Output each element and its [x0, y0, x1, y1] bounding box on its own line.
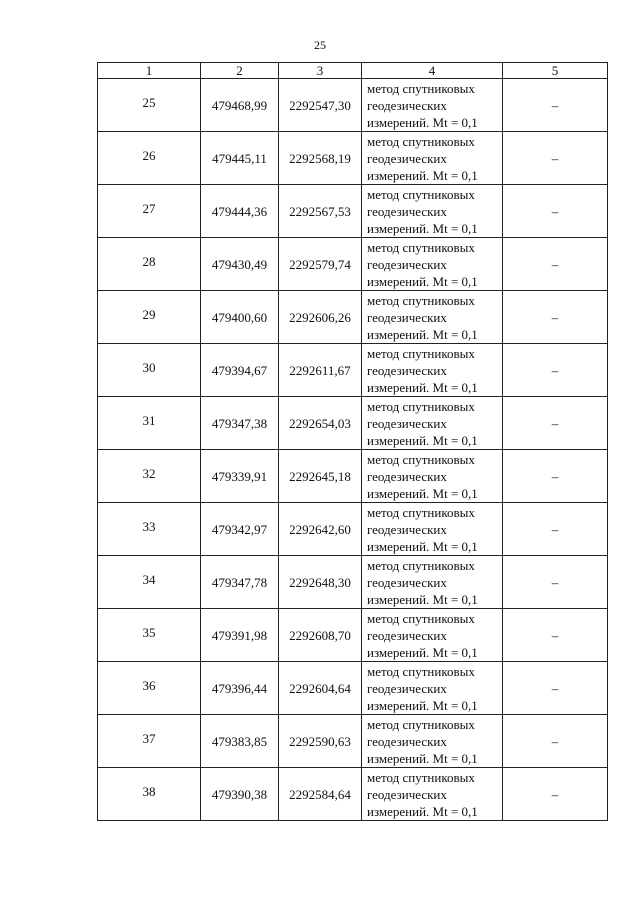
method-cell — [362, 768, 503, 821]
table-row — [98, 503, 608, 556]
method-cell — [362, 185, 503, 238]
point-number-cell: 28 — [98, 238, 201, 291]
y-coordinate-cell: 2292642,60 — [279, 503, 362, 556]
x-coordinate-cell: 479430,49 — [201, 238, 279, 291]
method-cell — [362, 238, 503, 291]
x-coordinate-cell: 479347,38 — [201, 397, 279, 450]
point-number-cell: 25 — [98, 79, 201, 132]
table-row — [98, 662, 608, 715]
y-coordinate-cell: 2292584,64 — [279, 768, 362, 821]
method-line: измерений. Mt = 0,1 — [367, 326, 478, 342]
method-line: метод спутниковых — [367, 769, 475, 785]
point-number-cell: 33 — [98, 503, 201, 556]
y-coordinate-cell: 2292645,18 — [279, 450, 362, 503]
method-cell — [362, 397, 503, 450]
column-header: 4 — [362, 63, 503, 79]
note-cell: – — [503, 79, 608, 132]
method-cell — [362, 556, 503, 609]
method-cell — [362, 79, 503, 132]
x-coordinate-cell: 479390,38 — [201, 768, 279, 821]
note-cell: – — [503, 503, 608, 556]
y-coordinate-cell: 2292567,53 — [279, 185, 362, 238]
x-coordinate-cell: 479396,44 — [201, 662, 279, 715]
table-row — [98, 132, 608, 185]
table-row — [98, 715, 608, 768]
method-line: метод спутниковых — [367, 610, 475, 626]
method-line: метод спутниковых — [367, 663, 475, 679]
y-coordinate-cell: 2292606,26 — [279, 291, 362, 344]
method-line: измерений. Mt = 0,1 — [367, 538, 478, 554]
note-cell: – — [503, 768, 608, 821]
table-row — [98, 768, 608, 821]
y-coordinate-cell: 2292590,63 — [279, 715, 362, 768]
note-cell: – — [503, 450, 608, 503]
table-row — [98, 291, 608, 344]
method-line: измерений. Mt = 0,1 — [367, 379, 478, 395]
point-number-cell: 27 — [98, 185, 201, 238]
table-row — [98, 185, 608, 238]
method-line: геодезических — [367, 468, 447, 484]
point-number-cell: 31 — [98, 397, 201, 450]
method-line: геодезических — [367, 97, 447, 113]
method-line: геодезических — [367, 415, 447, 431]
method-line: метод спутниковых — [367, 239, 475, 255]
y-coordinate-cell: 2292568,19 — [279, 132, 362, 185]
coordinates-table — [97, 62, 608, 821]
method-cell — [362, 715, 503, 768]
method-line: измерений. Mt = 0,1 — [367, 697, 478, 713]
method-line: метод спутниковых — [367, 716, 475, 732]
method-line: измерений. Mt = 0,1 — [367, 591, 478, 607]
y-coordinate-cell: 2292604,64 — [279, 662, 362, 715]
table-row — [98, 556, 608, 609]
x-coordinate-cell: 479400,60 — [201, 291, 279, 344]
note-cell: – — [503, 132, 608, 185]
method-line: метод спутниковых — [367, 80, 475, 96]
method-line: геодезических — [367, 256, 447, 272]
point-number-cell: 26 — [98, 132, 201, 185]
method-line: измерений. Mt = 0,1 — [367, 114, 478, 130]
table-row — [98, 450, 608, 503]
method-cell — [362, 503, 503, 556]
method-line: геодезических — [367, 627, 447, 643]
note-cell: – — [503, 556, 608, 609]
method-line: измерений. Mt = 0,1 — [367, 220, 478, 236]
method-line: измерений. Mt = 0,1 — [367, 644, 478, 660]
column-header: 1 — [98, 63, 201, 79]
note-cell: – — [503, 185, 608, 238]
method-line: геодезических — [367, 150, 447, 166]
method-line: метод спутниковых — [367, 557, 475, 573]
method-line: геодезических — [367, 680, 447, 696]
point-number-cell: 29 — [98, 291, 201, 344]
table-header-row — [98, 63, 608, 79]
x-coordinate-cell: 479391,98 — [201, 609, 279, 662]
column-header: 3 — [279, 63, 362, 79]
x-coordinate-cell: 479468,99 — [201, 79, 279, 132]
x-coordinate-cell: 479339,91 — [201, 450, 279, 503]
method-cell — [362, 291, 503, 344]
y-coordinate-cell: 2292654,03 — [279, 397, 362, 450]
point-number-cell: 38 — [98, 768, 201, 821]
method-line: измерений. Mt = 0,1 — [367, 803, 478, 819]
method-line: метод спутниковых — [367, 186, 475, 202]
y-coordinate-cell: 2292648,30 — [279, 556, 362, 609]
method-cell — [362, 662, 503, 715]
method-line: измерений. Mt = 0,1 — [367, 750, 478, 766]
x-coordinate-cell: 479444,36 — [201, 185, 279, 238]
method-line: геодезических — [367, 203, 447, 219]
method-line: измерений. Mt = 0,1 — [367, 167, 478, 183]
y-coordinate-cell: 2292547,30 — [279, 79, 362, 132]
table-row — [98, 397, 608, 450]
table-row — [98, 238, 608, 291]
note-cell: – — [503, 238, 608, 291]
point-number-cell: 35 — [98, 609, 201, 662]
method-line: метод спутниковых — [367, 451, 475, 467]
method-line: измерений. Mt = 0,1 — [367, 432, 478, 448]
column-header: 2 — [201, 63, 279, 79]
point-number-cell: 36 — [98, 662, 201, 715]
note-cell: – — [503, 397, 608, 450]
method-line: метод спутниковых — [367, 292, 475, 308]
x-coordinate-cell: 479342,97 — [201, 503, 279, 556]
method-line: геодезических — [367, 521, 447, 537]
note-cell: – — [503, 609, 608, 662]
method-line: метод спутниковых — [367, 345, 475, 361]
note-cell: – — [503, 291, 608, 344]
page-number: 25 — [314, 38, 326, 52]
x-coordinate-cell: 479347,78 — [201, 556, 279, 609]
method-line: метод спутниковых — [367, 398, 475, 414]
table-row — [98, 79, 608, 132]
method-line: метод спутниковых — [367, 133, 475, 149]
note-cell: – — [503, 662, 608, 715]
method-line: измерений. Mt = 0,1 — [367, 485, 478, 501]
note-cell: – — [503, 715, 608, 768]
point-number-cell: 37 — [98, 715, 201, 768]
method-cell — [362, 450, 503, 503]
method-line: геодезических — [367, 362, 447, 378]
x-coordinate-cell: 479445,11 — [201, 132, 279, 185]
method-cell — [362, 609, 503, 662]
note-cell: – — [503, 344, 608, 397]
y-coordinate-cell: 2292579,74 — [279, 238, 362, 291]
point-number-cell: 34 — [98, 556, 201, 609]
y-coordinate-cell: 2292611,67 — [279, 344, 362, 397]
point-number-cell: 30 — [98, 344, 201, 397]
method-cell — [362, 132, 503, 185]
column-header: 5 — [503, 63, 608, 79]
method-line: метод спутниковых — [367, 504, 475, 520]
table-row — [98, 344, 608, 397]
x-coordinate-cell: 479383,85 — [201, 715, 279, 768]
method-line: геодезических — [367, 733, 447, 749]
table-body — [98, 79, 608, 821]
point-number-cell: 32 — [98, 450, 201, 503]
method-line: геодезических — [367, 574, 447, 590]
method-line: геодезических — [367, 786, 447, 802]
method-cell — [362, 344, 503, 397]
x-coordinate-cell: 479394,67 — [201, 344, 279, 397]
y-coordinate-cell: 2292608,70 — [279, 609, 362, 662]
method-line: геодезических — [367, 309, 447, 325]
table-row — [98, 609, 608, 662]
method-line: измерений. Mt = 0,1 — [367, 273, 478, 289]
